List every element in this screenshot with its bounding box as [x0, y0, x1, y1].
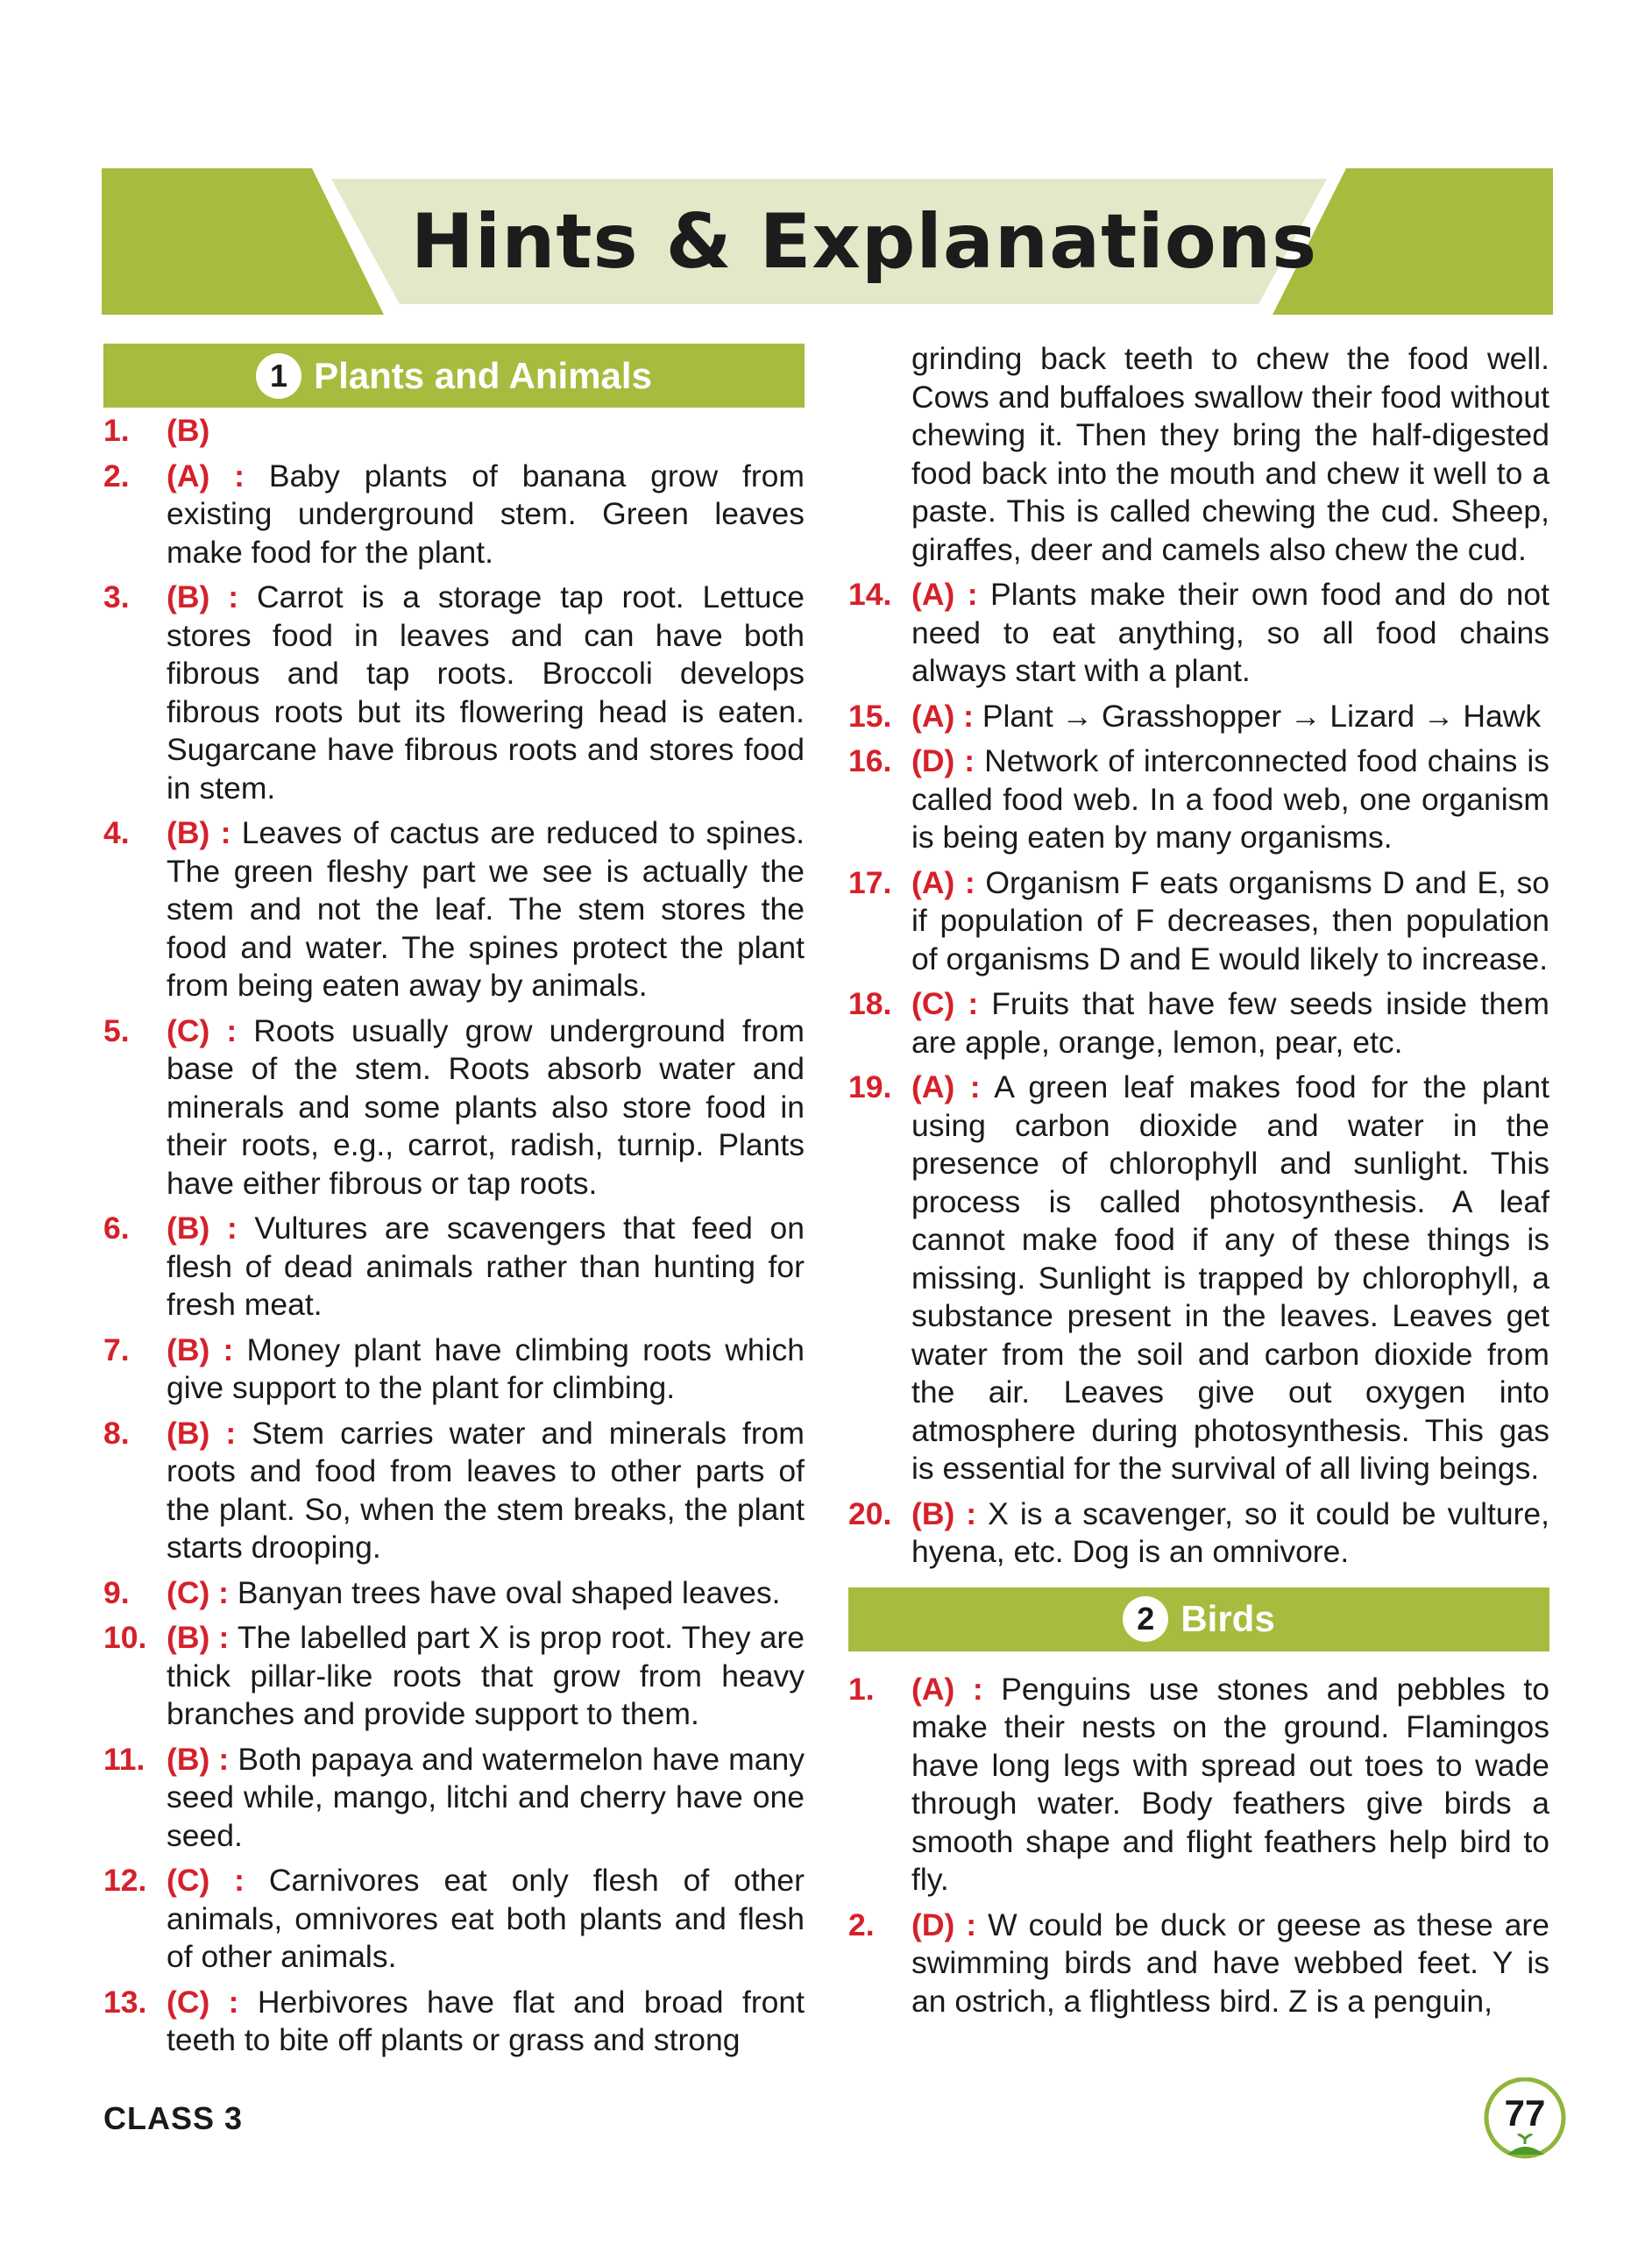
- page-number: 77: [1504, 2092, 1546, 2134]
- entry-body: [167, 458, 805, 572]
- entry-text: Vultures are scavengers that feed on flesh of dead animals rather than hunting for fresh meat.: [167, 1211, 805, 1322]
- entry-text: Fruits that have few seeds inside them are apple, orange, lemon, pear, etc.: [911, 986, 1549, 1060]
- entry-number: 2.: [103, 458, 130, 494]
- entry-text: Plants make their own food and do not need to eat anything, so all food chains always start with a plant.: [911, 577, 1549, 688]
- section-number-badge: 1: [256, 353, 301, 399]
- entry-number: 7.: [103, 1331, 130, 1367]
- entry-text: The labelled part X is prop root. They are thick pillar-like roots that grow from heavy branches and provide support to them.: [167, 1620, 805, 1731]
- answer-entry: [103, 1862, 805, 1977]
- entry-number: 9.: [103, 1574, 130, 1610]
- entry-text: Network of interconnected food chains is called food web. In a food web, one organism is being eaten by many organisms.: [911, 743, 1549, 855]
- entry-number: 13.: [103, 1984, 147, 2020]
- entry-body: [167, 579, 805, 807]
- section-title: Birds: [1181, 1598, 1275, 1639]
- entry-body: [167, 814, 805, 1005]
- answer-entry: [103, 1415, 805, 1567]
- entry-text: Roots usually grow underground from base of the stem. Roots absorb water and minerals and some plants also store food in their roots, e.g., carrot, radish, turnip. Plants have either fibrous or tap roots.: [167, 1012, 805, 1201]
- section-number-badge: 2: [1123, 1596, 1168, 1642]
- answer-entry: [848, 698, 1549, 736]
- entry-number: 6.: [103, 1211, 130, 1246]
- entry-number: 17.: [848, 864, 892, 900]
- answer-entry: [103, 412, 805, 451]
- entry-body: [167, 1984, 805, 2060]
- entry-answer: (B) :: [167, 1415, 237, 1451]
- entry-text: Both papaya and watermelon have many seed while, mango, litchi and cherry have one seed.: [167, 1741, 805, 1853]
- entry-number: 18.: [848, 986, 892, 1021]
- entry-body: [911, 576, 1549, 691]
- entry-answer: (B) :: [167, 1620, 230, 1655]
- entry-number: 10.: [103, 1620, 147, 1655]
- answer-entry: [103, 1210, 805, 1324]
- entry-number: 16.: [848, 743, 892, 778]
- entry-number: 12.: [103, 1863, 147, 1898]
- entry-body: [167, 412, 805, 451]
- entry-body: [167, 1862, 805, 1977]
- entry-body: [911, 742, 1549, 857]
- entry-body: [911, 1069, 1549, 1488]
- entry-body: [911, 1671, 1549, 1900]
- entry-body: [167, 1210, 805, 1324]
- entry-answer: (A) :: [911, 1671, 983, 1707]
- entry-answer: (A) :: [911, 577, 978, 612]
- entry-text: Leaves of cactus are reduced to spines. The green fleshy part we see is actually the stem and not the leaf. The stem stores the food and water. The spines protect the plant from being eaten away by animals.: [167, 815, 805, 1003]
- entry-number: 20.: [848, 1495, 892, 1531]
- entry-text: Herbivores have flat and broad front teeth to bite off plants or grass and strong: [167, 1984, 805, 2057]
- section-title: Plants and Animals: [314, 354, 652, 396]
- entry-answer: (B) :: [167, 1741, 230, 1777]
- answer-entry: [848, 1069, 1549, 1488]
- answer-list-right: [848, 340, 1549, 2027]
- entry-answer: (A) :: [911, 1069, 981, 1104]
- entry-text: Penguins use stones and pebbles to make their nests on the ground. Flamingos have long legs with spread out toes to wade through water. Body feathers give birds a smooth shape and flight feathers help bird to fly.: [911, 1671, 1549, 1897]
- entry-body: [911, 698, 1549, 736]
- entry-answer: (B): [167, 413, 210, 448]
- section-header-plants-and-animals: [103, 344, 805, 408]
- entry-answer: (C) :: [167, 1863, 245, 1898]
- answer-entry: [103, 1741, 805, 1856]
- entry-body: [911, 1495, 1549, 1572]
- entry-body: [911, 985, 1549, 1062]
- entry-answer: (B) :: [167, 579, 239, 614]
- entry-body: [167, 1741, 805, 1856]
- entry-answer: (B) :: [167, 815, 231, 850]
- answer-entry: [103, 1012, 805, 1204]
- entry-number: 14.: [848, 577, 892, 612]
- answer-entry: [848, 1495, 1549, 1572]
- entry-number: 2.: [848, 1907, 875, 1942]
- page-banner: [102, 168, 1553, 315]
- entry-answer: (C) :: [167, 1012, 238, 1048]
- entry-number: 8.: [103, 1415, 130, 1451]
- entry-text: Money plant have climbing roots which give support to the plant for climbing.: [167, 1331, 805, 1405]
- entry-number: 1.: [848, 1671, 875, 1707]
- answer-entry: [848, 864, 1549, 979]
- answer-entry: [103, 579, 805, 807]
- entry-answer: (B) :: [167, 1211, 238, 1246]
- entry-body: [167, 1331, 805, 1408]
- entry-answer: (C) :: [167, 1984, 239, 2020]
- answer-entry: [848, 576, 1549, 691]
- entry-text: Banyan trees have oval shaped leaves.: [237, 1574, 781, 1610]
- answer-entry: [848, 1671, 1549, 1900]
- entry-answer: (D) :: [911, 1907, 977, 1942]
- entry-answer: (A) :: [167, 458, 245, 494]
- entry-number: 5.: [103, 1012, 130, 1048]
- entry-answer: (D) :: [911, 743, 975, 778]
- entry-body: [911, 864, 1549, 979]
- answer-entry: [103, 1984, 805, 2060]
- entry-body: [167, 1012, 805, 1204]
- entry-number: 15.: [848, 698, 892, 734]
- answer-entry: [103, 1619, 805, 1734]
- entry-number: 19.: [848, 1069, 892, 1104]
- answer-list-left: [103, 412, 805, 2067]
- entry-text: X is a scavenger, so it could be vulture, hyena, etc. Dog is an omnivore.: [911, 1495, 1549, 1569]
- answer-entry: [848, 985, 1549, 1062]
- entry-body: [167, 1574, 805, 1613]
- entry-body: [167, 1619, 805, 1734]
- answer-entry: [103, 458, 805, 572]
- answer-entry: [848, 1907, 1549, 2021]
- entry-text: Carrot is a storage tap root. Lettuce stores food in leaves and can have both fibrous and tap roots. Broccoli develops fibrous roots but its flowering head is eaten. Sugarcane have fibrous roots and stores food in stem.: [167, 579, 805, 806]
- answer-entry: [103, 814, 805, 1005]
- entry-answer: (B) :: [167, 1331, 234, 1367]
- entry-body: [911, 1907, 1549, 2021]
- entry-body: [167, 1415, 805, 1567]
- entry-answer: (A) :: [911, 698, 974, 734]
- entry-continuation: grinding back teeth to chew the food well. Cows and buffaloes swallow their food without chewing it. Then they bring the half-digested food back into the mouth and chew it well to a paste. This is called chewing the cud. Sheep, giraffes, deer and camels also chew the cud.: [911, 341, 1549, 567]
- entry-number: 3.: [103, 579, 130, 614]
- entry-answer: (C) :: [167, 1574, 229, 1610]
- entry-answer: (A) :: [911, 864, 975, 900]
- entry-answer: (B) :: [911, 1495, 977, 1531]
- entry-text: Stem carries water and minerals from roots and food from leaves to other parts of the plant. So, when the stem breaks, the plant starts drooping.: [167, 1415, 805, 1565]
- answer-entry: [103, 1574, 805, 1613]
- entry-text: Carnivores eat only flesh of other animals, omnivores eat both plants and flesh of other animals.: [167, 1863, 805, 1974]
- entry-text: Baby plants of banana grow from existing underground stem. Green leaves make food for the plant.: [167, 458, 805, 570]
- entry-number: 11.: [103, 1741, 145, 1777]
- answer-entry: [103, 1331, 805, 1408]
- page-title: Hints & Explanations: [410, 198, 1318, 286]
- answer-entry: [848, 742, 1549, 857]
- entry-number: 1.: [103, 413, 130, 448]
- entry-text: W could be duck or geese as these are swimming birds and have webbed feet. Y is an ostrich, a flightless bird. Z is a penguin,: [911, 1907, 1550, 2019]
- entry-answer: (C) :: [911, 986, 979, 1021]
- class-label: CLASS 3: [103, 2100, 244, 2136]
- section-header-birds: [848, 1587, 1549, 1651]
- entry-text: Organism F eats organisms D and E, so if population of F decreases, then population of organisms D and E would likely to increase.: [911, 864, 1550, 976]
- entry-number: 4.: [103, 815, 130, 850]
- entry-text: Plant → Grasshopper → Lizard → Hawk: [982, 698, 1542, 734]
- entry-text: A green leaf makes food for the plant using carbon dioxide and water in the presence of chlorophyll and sunlight. This process is called photosynthesis. A leaf cannot make food if any of these things is missing. Sunlight is trapped by chlorophyll, a substance present in the leaves. Leaves get water from the soil and carbon dioxide from the air. Leaves give out oxygen into atmosphere during photosynthesis. This gas is essential for the survival of all living beings.: [911, 1069, 1549, 1486]
